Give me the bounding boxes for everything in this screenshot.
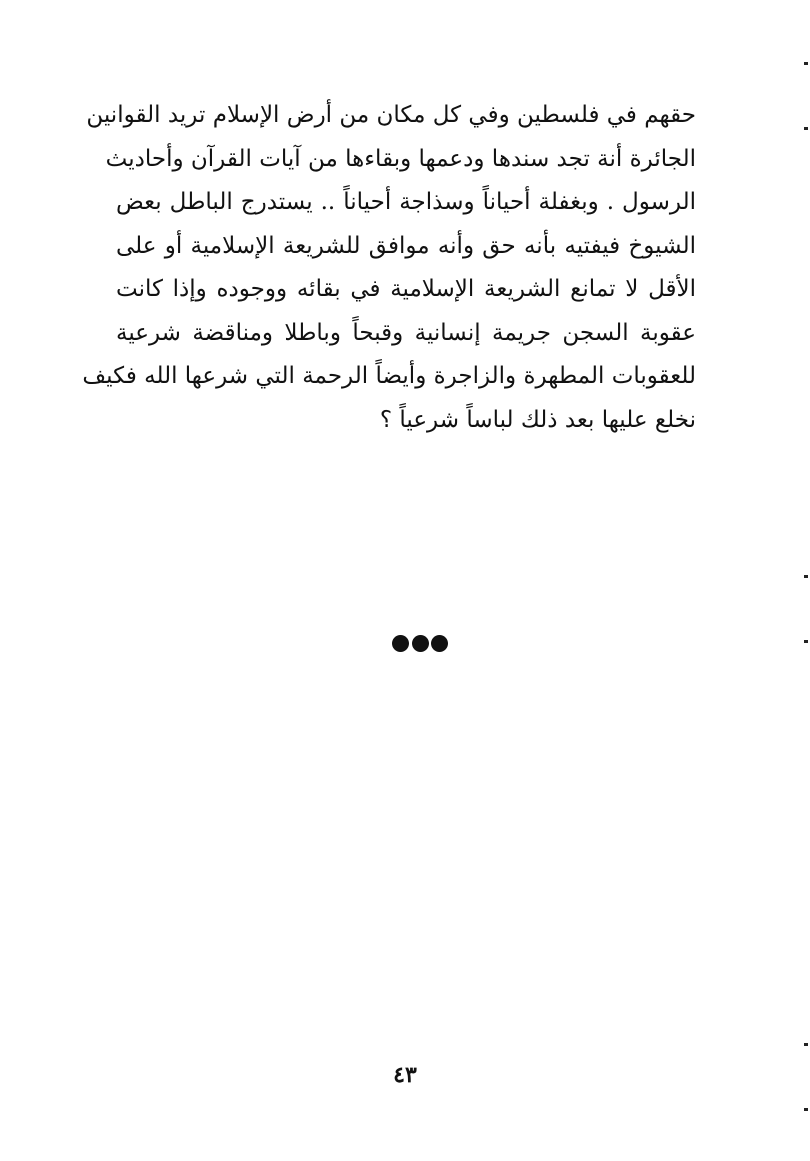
text-line: الجائرة أنة تجد سندها ودعمها وبقاءها من آيات القرآن وأحاديث [105, 145, 696, 172]
scan-edge-mark [804, 1108, 808, 1111]
text-line: عقوبة السجن جريمة إنسانية وقبحاً وباطلا ومناقضة شرعية [116, 319, 696, 346]
text-line: الشيوخ فيفتيه بأنه حق وأنه موافق للشريعة الإسلامية أو على [116, 232, 696, 259]
body-paragraph [82, 94, 696, 442]
separator-dot [412, 635, 429, 652]
text-line: الرسول . وبغفلة أحياناً وسذاجة أحياناً .. يستدرج الباطل بعض [116, 189, 696, 215]
text-line: الأقل لا تمانع الشريعة الإسلامية في بقائه ووجوده وإذا كانت [116, 276, 696, 302]
text-line: للعقوبات المطهرة والزاجرة وأيضاً الرحمة التي شرعها الله فكيف [82, 363, 696, 389]
separator-dot [392, 635, 409, 652]
scan-edge-mark [804, 62, 808, 65]
page-number: ٤٣ [393, 1062, 417, 1088]
three-dots-separator-icon [392, 634, 448, 652]
scan-edge-mark [804, 640, 808, 643]
text-line: حقهم في فلسطين وفي كل مكان من أرض الإسلام تريد القوانين [86, 102, 696, 128]
separator-dot [431, 635, 448, 652]
text-line-last: نخلع عليها بعد ذلك لباساً شرعياً ؟ [379, 406, 696, 433]
scan-edge-mark [804, 1043, 808, 1046]
scan-edge-mark [804, 127, 808, 130]
scan-edge-mark [804, 575, 808, 578]
